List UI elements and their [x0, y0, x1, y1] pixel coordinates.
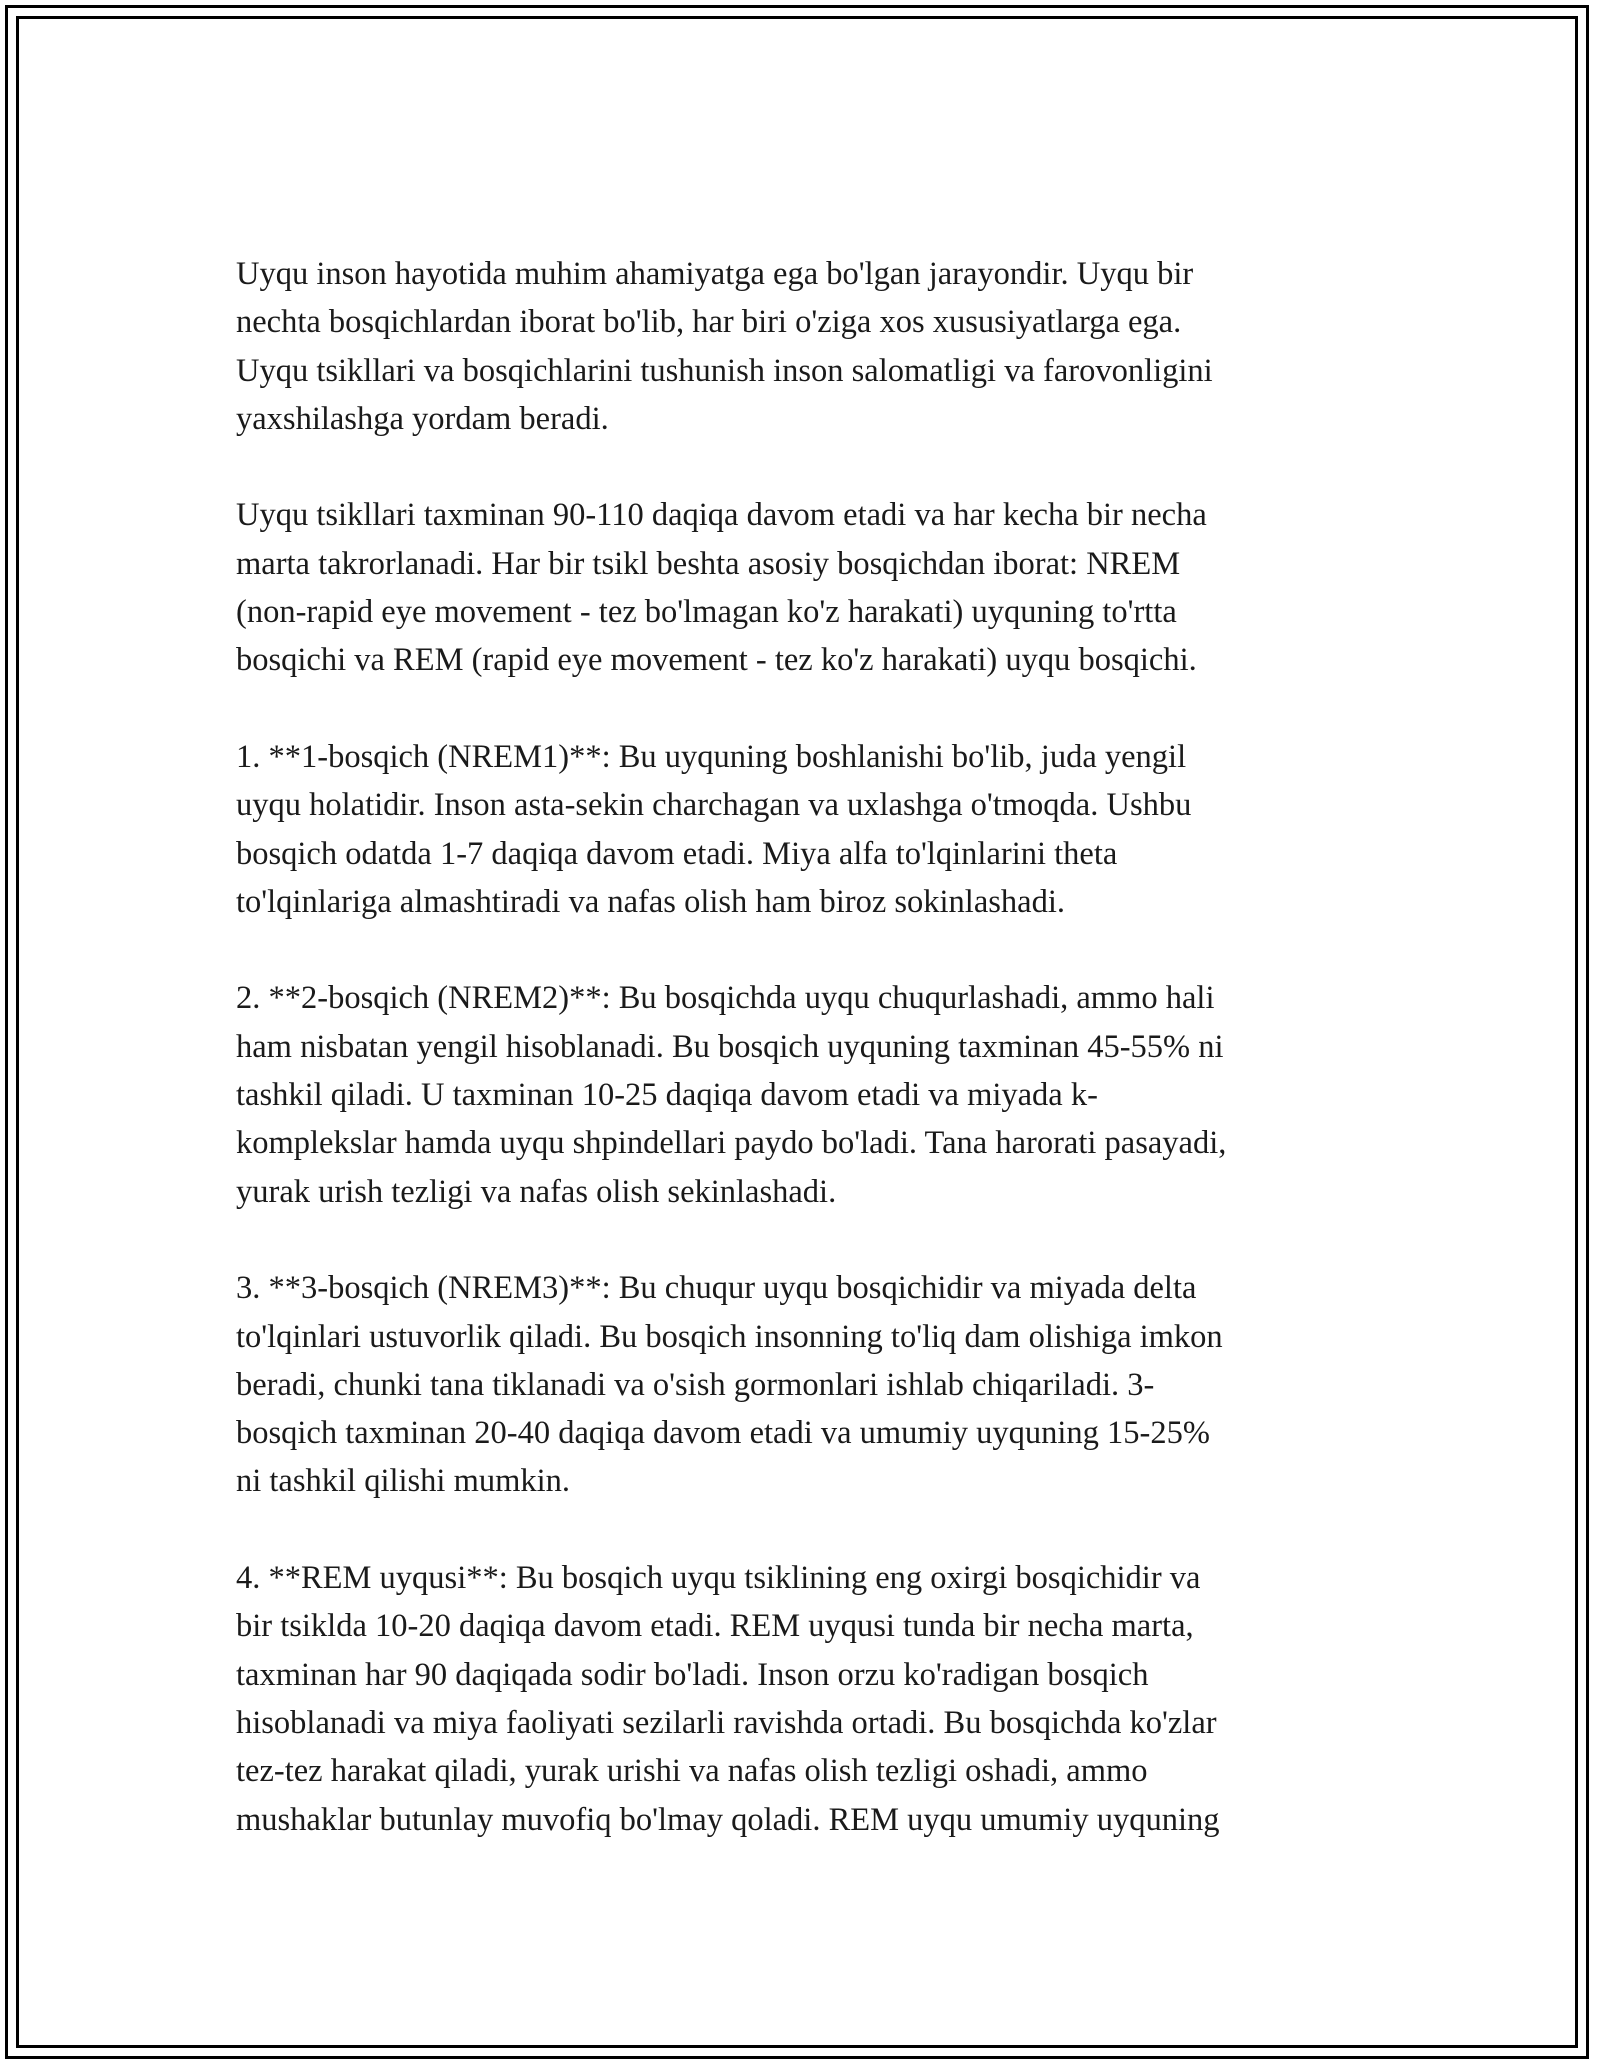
text-line: beradi, chunki tana tiklanadi va o'sish gormonlari ishlab chiqariladi. 3-	[236, 1366, 1155, 1403]
text-line: 2. **2-bosqich (NREM2)**: Bu bosqichda uyqu chuqurlashadi, ammo hali	[236, 980, 1215, 1017]
text-line: ni tashkil qilishi mumkin.	[236, 1463, 571, 1500]
text-line: uyqu holatidir. Inson asta-sekin charchagan va uxlashga o'tmoqda. Ushbu	[236, 787, 1192, 824]
text-line: to'lqinlariga almashtiradi va nafas olish ham biroz sokinlashadi.	[236, 883, 1065, 920]
text-line: bosqich odatda 1-7 daqiqa davom etadi. Miya alfa to'lqinlarini theta	[236, 835, 1118, 872]
text-line: tez-tez harakat qiladi, yurak urishi va nafas olish tezligi oshadi, ammo	[236, 1753, 1148, 1790]
text-line: ham nisbatan yengil hisoblanadi. Bu bosqich uyquning taxminan 45-55% ni	[236, 1028, 1224, 1065]
text-line: 1. **1-bosqich (NREM1)**: Bu uyquning boshlanishi bo'lib, juda yengil	[236, 738, 1187, 775]
paragraph-cycles	[236, 491, 1376, 684]
text-line: hisoblanadi va miya faoliyati sezilarli ravishda ortadi. Bu bosqichda ko'zlar	[236, 1704, 1217, 1741]
text-line: 3. **3-bosqich (NREM3)**: Bu chuqur uyqu bosqichidir va miyada delta	[236, 1270, 1197, 1307]
text-line: yurak urish tezligi va nafas olish sekinlashadi.	[236, 1173, 837, 1210]
text-line: nechta bosqichlardan iborat bo'lib, har biri o'ziga xos xususiyatlarga ega.	[236, 304, 1182, 341]
text-line: bosqich taxminan 20-40 daqiqa davom etadi va umumiy uyquning 15-25%	[236, 1415, 1210, 1452]
text-line: Uyqu tsikllari taxminan 90-110 daqiqa davom etadi va har kecha bir necha	[236, 497, 1207, 534]
text-line: tashkil qiladi. U taxminan 10-25 daqiqa davom etadi va miyada k-	[236, 1077, 1098, 1114]
text-line: marta takrorlanadi. Har bir tsikl beshta asosiy bosqichdan iborat: NREM	[236, 545, 1181, 582]
text-line: bir tsiklda 10-20 daqiqa davom etadi. REM uyqusi tunda bir necha marta,	[236, 1608, 1194, 1645]
text-line: bosqichi va REM (rapid eye movement - tez ko'z harakati) uyqu bosqichi.	[236, 642, 1197, 679]
paragraph-stage-2	[236, 974, 1376, 1215]
text-line: taxminan har 90 daqiqada sodir bo'ladi. Inson orzu ko'radigan bosqich	[236, 1656, 1149, 1693]
text-line: Uyqu tsikllari va bosqichlarini tushunish inson salomatligi va farovonligini	[236, 352, 1213, 389]
text-line: Uyqu inson hayotida muhim ahamiyatga ega bo'lgan jarayondir. Uyqu bir	[236, 256, 1194, 292]
paragraph-stage-1	[236, 733, 1376, 926]
paragraph-stage-rem	[236, 1554, 1376, 1844]
document-body	[236, 250, 1376, 1892]
text-line: to'lqinlari ustuvorlik qiladi. Bu bosqich insonning to'liq dam olishiga imkon	[236, 1318, 1223, 1355]
paragraph-stage-3	[236, 1264, 1376, 1505]
text-line: 4. **REM uyqusi**: Bu bosqich uyqu tsiklining eng oxirgi bosqichidir va	[236, 1560, 1201, 1597]
text-line: yaxshilashga yordam beradi.	[236, 400, 609, 437]
text-line: mushaklar butunlay muvofiq bo'lmay qoladi. REM uyqu umumiy uyquning	[236, 1801, 1220, 1838]
text-line: komplekslar hamda uyqu shpindellari paydo bo'ladi. Tana harorati pasayadi,	[236, 1125, 1227, 1162]
text-line: (non-rapid eye movement - tez bo'lmagan ko'z harakati) uyquning to'rtta	[236, 594, 1177, 631]
paragraph-intro	[236, 250, 1376, 443]
